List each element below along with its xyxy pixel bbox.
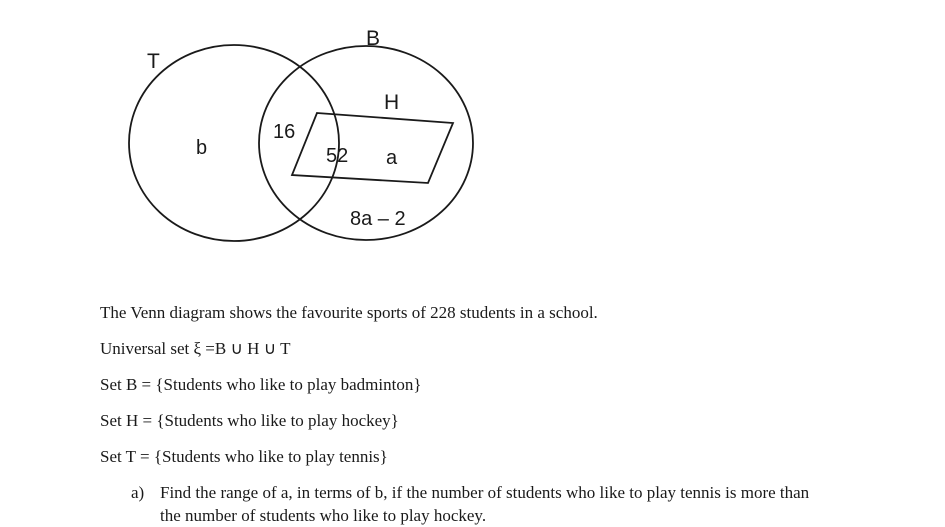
set-b-label: B [366,27,381,50]
intro-text: The Venn diagram shows the favourite sports of 228 students in a school. [100,303,598,322]
set-h-definition: Set H = {Students who like to play hockey} [100,411,399,430]
set-t-label: T [147,50,160,73]
question-a [131,481,831,527]
region-tennis-only: b [196,137,208,159]
universal-set-text: Universal set ξ =B ∪ H ∪ T [100,339,291,358]
set-h-label: H [384,91,400,114]
question-a-text: Find the range of a, in terms of b, if the number of students who like to play tennis is more than the number of students who like to play hockey. [160,483,810,525]
region-hockey-badminton: a [386,147,398,169]
set-b-definition: Set B = {Students who like to play badminton} [100,375,422,394]
set-t-definition: Set T = {Students who like to play tennis} [100,447,388,466]
set-h-parallelogram [292,113,453,183]
set-t-circle [129,45,339,241]
question-a-label: a) [131,483,145,502]
region-all-three: 52 [326,145,349,167]
region-tennis-badminton: 16 [273,121,296,143]
region-badminton-only: 8a – 2 [350,208,406,230]
